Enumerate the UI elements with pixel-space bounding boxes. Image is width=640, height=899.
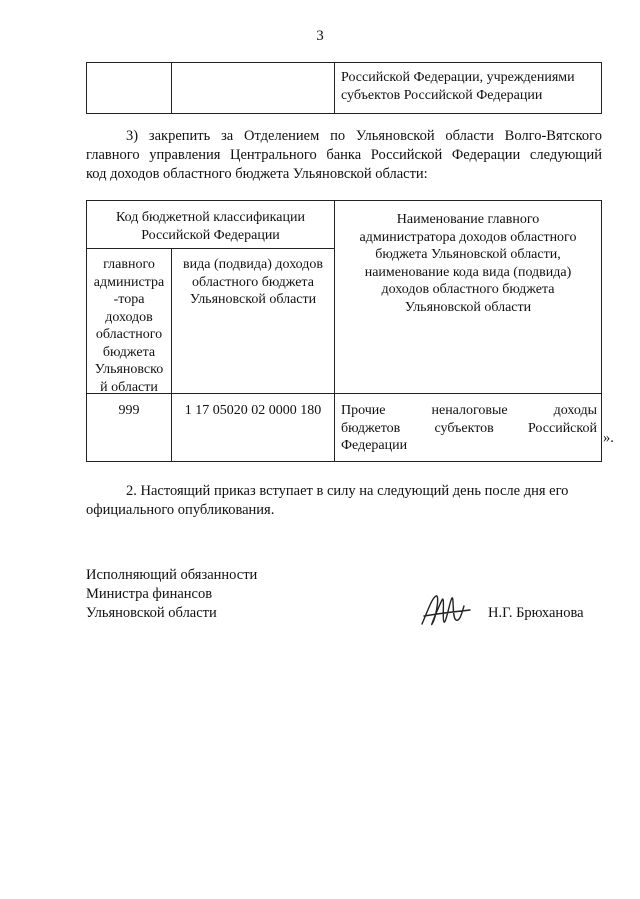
signatory-name: Н.Г. Брюханова bbox=[488, 605, 584, 621]
header-administrator-name: Наименование главного администратора доходов областного бюджета Ульяновской области, наименование кода вида (подвида) доходов областного бюджета Ульяновской области bbox=[359, 212, 577, 315]
text-line: код доходов областного бюджета Ульяновской области: bbox=[86, 166, 428, 182]
closing-quote: ». bbox=[603, 430, 614, 446]
income-name-line-1: Прочие неналоговые доходы bbox=[341, 403, 597, 418]
text-line: 2. Настоящий приказ вступает в силу на следующий день после дня его bbox=[126, 483, 569, 499]
income-code-cell: 1 17 05020 02 0000 180 bbox=[184, 403, 322, 418]
text-line: главного управления Центрального банка Российской Федерации следующий bbox=[86, 147, 602, 163]
table-divider bbox=[87, 248, 334, 249]
table-cell bbox=[87, 63, 172, 113]
paragraph-effective-date bbox=[86, 482, 602, 520]
page-number: 3 bbox=[316, 28, 324, 44]
header-chief-administrator: главного администра -тора доходов областного бюджета Ульяновско й области bbox=[93, 257, 165, 395]
income-name-line-3: Федерации bbox=[341, 438, 408, 453]
table-cell bbox=[171, 63, 335, 113]
income-name-cell bbox=[341, 402, 597, 455]
header-classification-code: Код бюджетной классификации Российской Федерации bbox=[116, 210, 305, 243]
admin-code-cell: 999 bbox=[118, 403, 140, 418]
text-line: официального опубликования. bbox=[86, 502, 275, 518]
signatory-position: Исполняющий обязанности Министра финансов Ульяновской области bbox=[86, 567, 258, 621]
income-code-table bbox=[86, 200, 602, 462]
handwritten-signature bbox=[418, 590, 474, 637]
text-line: 3) закрепить за Отделением по Ульяновской области Волго-Вятского bbox=[126, 128, 602, 144]
income-name-line-2: бюджетов субъектов Российской bbox=[341, 420, 597, 436]
text-line: субъектов Российской Федерации bbox=[341, 88, 543, 103]
continued-table-row bbox=[86, 62, 602, 114]
paragraph-3 bbox=[86, 127, 602, 184]
header-income-kind: вида (подвида) доходов областного бюджета Ульяновской области bbox=[183, 257, 323, 307]
table-cell-text bbox=[341, 69, 599, 105]
text-line: Российской Федерации, учреждениями bbox=[341, 70, 575, 85]
